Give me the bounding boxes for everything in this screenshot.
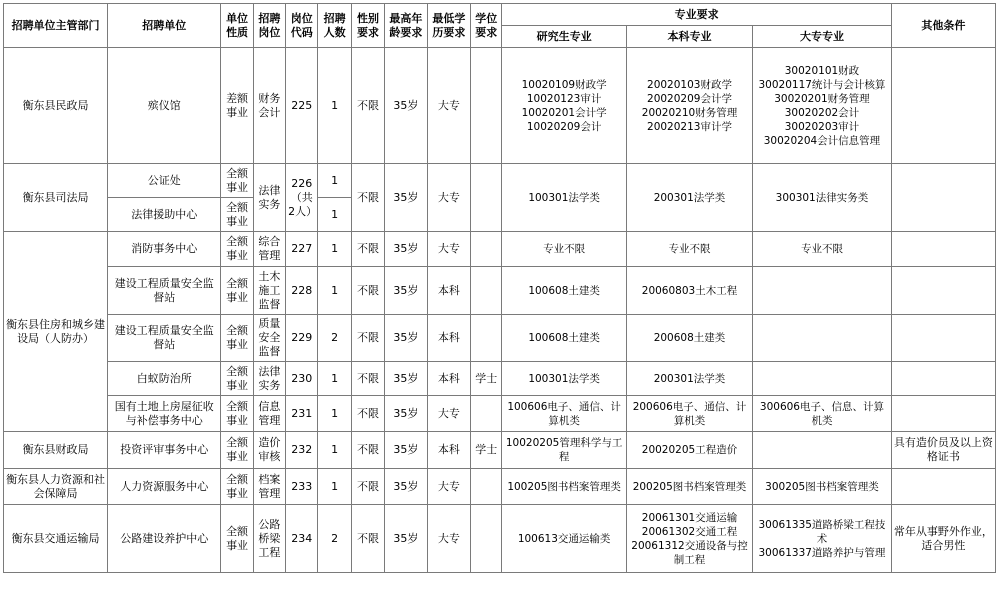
nature-cell: 全额事业 [221, 164, 253, 198]
code-cell: 232 [286, 432, 318, 469]
code-cell: 233 [286, 469, 318, 505]
major-line: 30061335道路桥梁工程技术 [758, 518, 886, 545]
header-gender: 性别要求 [351, 4, 384, 48]
dept-cell: 衡东县人力资源和社会保障局 [4, 469, 108, 505]
major-line: 20020210财务管理 [641, 106, 738, 119]
post-cell: 信息管理 [253, 396, 285, 432]
count-cell: 1 [318, 469, 351, 505]
grad-major-cell [502, 469, 626, 505]
table-row [4, 164, 996, 198]
unit-cell: 法律援助中心 [108, 198, 221, 232]
grad-major-cell [502, 432, 626, 469]
degree-cell [471, 164, 502, 232]
age-cell: 35岁 [385, 362, 427, 396]
gender-cell: 不限 [351, 432, 384, 469]
count-cell: 1 [318, 48, 351, 164]
unit-cell: 建设工程质量安全监督站 [108, 315, 221, 362]
ug-major-cell [626, 505, 752, 573]
post-cell: 质量安全监督 [253, 315, 285, 362]
gender-cell: 不限 [351, 48, 384, 164]
edu-cell: 大专 [427, 469, 470, 505]
edu-cell: 大专 [427, 48, 470, 164]
other-cell [891, 396, 995, 432]
major-line: 100606电子、通信、计算机类 [507, 400, 621, 427]
header-age: 最高年龄要求 [385, 4, 427, 48]
table-row [4, 232, 996, 267]
college-major-cell [753, 48, 892, 164]
major-line: 专业不限 [800, 243, 843, 255]
college-major-cell [753, 362, 892, 396]
dept-cell: 衡东县司法局 [4, 164, 108, 232]
header-row [4, 4, 996, 26]
ug-major-cell [626, 232, 752, 267]
major-line: 200301法学类 [653, 372, 726, 385]
header-count: 招聘人数 [318, 4, 351, 48]
unit-cell: 人力资源服务中心 [108, 469, 221, 505]
count-cell: 1 [318, 198, 351, 232]
degree-cell [471, 505, 502, 573]
nature-cell: 全额事业 [221, 432, 253, 469]
ug-major-cell [626, 362, 752, 396]
grad-major-cell [502, 396, 626, 432]
major-line: 100608土建类 [528, 284, 600, 297]
ug-major-cell [626, 469, 752, 505]
degree-cell [471, 469, 502, 505]
major-line: 100205图书档案管理类 [507, 480, 621, 493]
major-line: 30020201财务管理 [774, 92, 870, 105]
nature-cell: 全额事业 [221, 469, 253, 505]
major-line: 20060803土木工程 [641, 284, 738, 297]
code-cell: 234 [286, 505, 318, 573]
major-line: 30020202会计 [784, 106, 860, 119]
other-cell [891, 232, 995, 267]
gender-cell: 不限 [351, 232, 384, 267]
count-cell: 2 [318, 505, 351, 573]
header-dept: 招聘单位主管部门 [4, 4, 108, 48]
nature-cell: 全额事业 [221, 267, 253, 315]
edu-cell: 本科 [427, 315, 470, 362]
major-line: 20020209会计学 [647, 92, 732, 105]
college-major-cell [753, 396, 892, 432]
gender-cell: 不限 [351, 362, 384, 396]
post-cell: 档案管理 [253, 469, 285, 505]
table-row [4, 469, 996, 505]
age-cell: 35岁 [385, 164, 427, 232]
ug-major-cell [626, 315, 752, 362]
major-line: 300606电子、信息、计算机类 [759, 400, 884, 427]
header-ug: 本科专业 [626, 26, 752, 48]
ug-major-cell [626, 48, 752, 164]
header-degree: 学位要求 [471, 4, 502, 48]
nature-cell: 全额事业 [221, 198, 253, 232]
ug-major-cell [626, 396, 752, 432]
nature-cell: 全额事业 [221, 396, 253, 432]
post-cell: 法律实务 [253, 164, 285, 232]
count-cell: 1 [318, 362, 351, 396]
gender-cell: 不限 [351, 505, 384, 573]
grad-major-cell [502, 164, 626, 232]
count-cell: 1 [318, 432, 351, 469]
degree-cell [471, 48, 502, 164]
major-line: 200608土建类 [653, 332, 726, 344]
major-line: 10020109财政学 [521, 78, 607, 91]
major-line: 专业不限 [668, 243, 711, 255]
edu-cell: 大专 [427, 232, 470, 267]
post-cell: 公路桥梁工程 [253, 505, 285, 573]
edu-cell: 大专 [427, 505, 470, 573]
age-cell: 35岁 [385, 505, 427, 573]
college-major-cell [753, 267, 892, 315]
unit-cell: 公证处 [108, 164, 221, 198]
grad-major-cell [502, 315, 626, 362]
college-major-cell [753, 232, 892, 267]
major-line: 30020101财政 [784, 64, 860, 77]
nature-cell: 全额事业 [221, 505, 253, 573]
count-cell: 1 [318, 267, 351, 315]
header-other: 其他条件 [891, 4, 995, 48]
code-cell: 228 [286, 267, 318, 315]
grad-major-cell [502, 48, 626, 164]
other-cell [891, 48, 995, 164]
post-cell: 造价审核 [253, 432, 285, 469]
table-row [4, 267, 996, 315]
unit-cell: 消防事务中心 [108, 232, 221, 267]
major-line: 20061301交通运输 [641, 511, 738, 524]
other-cell: 常年从事野外作业，适合男性 [891, 505, 995, 573]
dept-cell: 衡东县住房和城乡建设局（人防办） [4, 232, 108, 432]
dept-cell: 衡东县民政局 [4, 48, 108, 164]
major-line: 20061302交通工程 [641, 525, 738, 538]
other-cell: 具有造价员及以上资格证书 [891, 432, 995, 469]
age-cell: 35岁 [385, 469, 427, 505]
unit-cell: 投资评审事务中心 [108, 432, 221, 469]
major-line: 10020209会计 [526, 120, 602, 133]
major-line: 200301法学类 [653, 191, 726, 204]
table-row [4, 432, 996, 469]
major-line: 30061337道路养护与管理 [758, 546, 886, 559]
major-line: 100608土建类 [528, 332, 600, 344]
major-line: 30020204会计信息管理 [763, 134, 881, 147]
major-line: 10020205管理科学与工程 [505, 437, 623, 463]
major-line: 100301法学类 [528, 372, 600, 385]
gender-cell: 不限 [351, 469, 384, 505]
major-line: 10020201会计学 [521, 106, 607, 119]
gender-cell: 不限 [351, 164, 384, 232]
other-cell [891, 362, 995, 396]
count-cell: 2 [318, 315, 351, 362]
header-code: 岗位代码 [286, 4, 318, 48]
age-cell: 35岁 [385, 48, 427, 164]
unit-cell: 国有土地上房屋征收与补偿事务中心 [108, 396, 221, 432]
college-major-cell [753, 164, 892, 232]
gender-cell: 不限 [351, 396, 384, 432]
age-cell: 35岁 [385, 396, 427, 432]
major-line: 100301法学类 [528, 191, 600, 204]
other-cell [891, 164, 995, 232]
post-cell: 土木施工监督 [253, 267, 285, 315]
other-cell [891, 267, 995, 315]
post-cell: 综合管理 [253, 232, 285, 267]
header-nature: 单位性质 [221, 4, 253, 48]
age-cell: 35岁 [385, 232, 427, 267]
grad-major-cell [502, 505, 626, 573]
degree-cell [471, 232, 502, 267]
major-line: 专业不限 [543, 243, 586, 255]
other-cell [891, 315, 995, 362]
count-cell: 1 [318, 396, 351, 432]
code-cell: 226（共2人） [286, 164, 318, 232]
major-line: 100613交通运输类 [517, 532, 611, 545]
edu-cell: 本科 [427, 362, 470, 396]
degree-cell [471, 267, 502, 315]
unit-cell: 殡仪馆 [108, 48, 221, 164]
degree-cell [471, 396, 502, 432]
degree-cell: 学士 [471, 432, 502, 469]
gender-cell: 不限 [351, 315, 384, 362]
major-line: 20020213审计学 [647, 120, 732, 133]
nature-cell: 全额事业 [221, 315, 253, 362]
major-line: 30020117统计与会计核算 [758, 78, 886, 91]
header-college: 大专专业 [753, 26, 892, 48]
major-line: 20020205工程造价 [641, 444, 738, 456]
major-line: 20061312交通设备与控制工程 [631, 539, 748, 566]
header-grad: 研究生专业 [502, 26, 626, 48]
code-cell: 225 [286, 48, 318, 164]
age-cell: 35岁 [385, 315, 427, 362]
count-cell: 1 [318, 232, 351, 267]
ug-major-cell [626, 164, 752, 232]
nature-cell: 全额事业 [221, 362, 253, 396]
header-post: 招聘岗位 [253, 4, 285, 48]
college-major-cell [753, 469, 892, 505]
major-line: 300301法律实务类 [775, 191, 869, 204]
college-major-cell [753, 315, 892, 362]
edu-cell: 大专 [427, 164, 470, 232]
table-row [4, 48, 996, 164]
table-row [4, 362, 996, 396]
code-cell: 230 [286, 362, 318, 396]
college-major-cell [753, 432, 892, 469]
gender-cell: 不限 [351, 267, 384, 315]
major-line: 20020103财政学 [647, 78, 732, 91]
major-line: 200205图书档案管理类 [632, 480, 747, 493]
major-line: 30020203审计 [784, 120, 860, 133]
major-line: 200606电子、通信、计算机类 [632, 400, 747, 427]
age-cell: 35岁 [385, 267, 427, 315]
table-row [4, 315, 996, 362]
grad-major-cell [502, 362, 626, 396]
ug-major-cell [626, 267, 752, 315]
nature-cell: 差额事业 [221, 48, 253, 164]
edu-cell: 本科 [427, 432, 470, 469]
major-line: 300205图书档案管理类 [765, 480, 879, 493]
grad-major-cell [502, 267, 626, 315]
college-major-cell [753, 505, 892, 573]
unit-cell: 公路建设养护中心 [108, 505, 221, 573]
post-cell: 法律实务 [253, 362, 285, 396]
code-cell: 227 [286, 232, 318, 267]
unit-cell: 建设工程质量安全监督站 [108, 267, 221, 315]
table-row [4, 505, 996, 573]
code-cell: 231 [286, 396, 318, 432]
edu-cell: 本科 [427, 267, 470, 315]
header-unit: 招聘单位 [108, 4, 221, 48]
unit-cell: 白蚁防治所 [108, 362, 221, 396]
header-major-group: 专业要求 [502, 4, 891, 26]
degree-cell [471, 315, 502, 362]
grad-major-cell [502, 232, 626, 267]
code-cell: 229 [286, 315, 318, 362]
header-edu: 最低学历要求 [427, 4, 470, 48]
post-cell: 财务会计 [253, 48, 285, 164]
other-cell [891, 469, 995, 505]
count-cell: 1 [318, 164, 351, 198]
dept-cell: 衡东县交通运输局 [4, 505, 108, 573]
degree-cell: 学士 [471, 362, 502, 396]
ug-major-cell [626, 432, 752, 469]
age-cell: 35岁 [385, 432, 427, 469]
dept-cell: 衡东县财政局 [4, 432, 108, 469]
table-row [4, 396, 996, 432]
recruitment-table [3, 3, 996, 573]
nature-cell: 全额事业 [221, 232, 253, 267]
edu-cell: 大专 [427, 396, 470, 432]
major-line: 10020123审计 [526, 92, 602, 105]
